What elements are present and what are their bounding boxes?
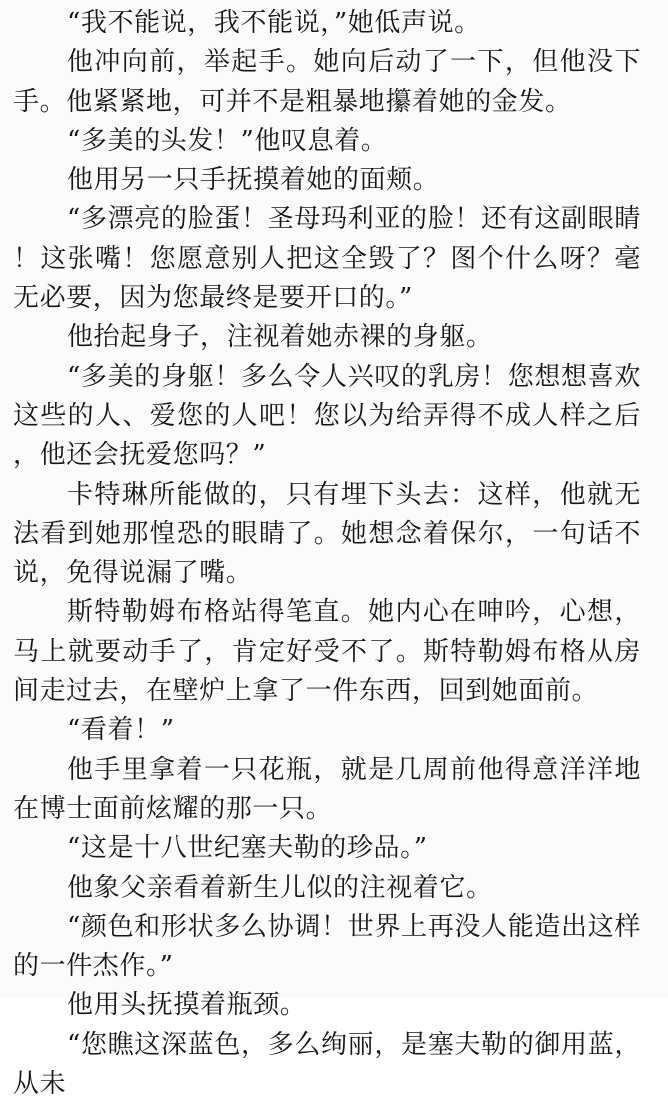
paragraph-5: “多漂亮的脸蛋！圣母玛利亚的脸！还有这副眼睛！这张嘴！您愿意别人把这全毁了？图个什么呀？毫无必要，因为您最终是要开口的。”: [13, 204, 641, 314]
paragraph-14: “颜色和形状多么协调！世界上再没人能造出这样的一件杰作。”: [13, 911, 641, 982]
paragraph-7: “多美的身躯！多么令人兴叹的乳房！您想想喜欢这些的人、爱您的人吧！您以为给弄得不成人样之后，他还会抚爱您吗？”: [13, 361, 641, 471]
paragraph-13: 他象父亲看着新生儿似的注视着它。: [67, 872, 493, 903]
page-text: [13, 4, 641, 1104]
paragraph-3: “多美的头发！”他叹息着。: [67, 125, 388, 156]
paragraph-1: “我不能说，我不能说，”她低声说。: [67, 8, 481, 38]
paragraph-15: 他用头抚摸着瓶颈。: [67, 990, 307, 1021]
paragraph-4: 他用另一只手抚摸着她的面颊。: [67, 165, 440, 196]
paragraph-9: 斯特勒姆布格站得笔直。她内心在呻吟，心想，马上就要动手了，肯定好受不了。斯特勒姆布格从房间走过去，在壁炉上拿了一件东西，回到她面前。: [13, 597, 641, 707]
paragraph-6: 他抬起身子，注视着她赤裸的身躯。: [67, 322, 493, 353]
paragraph-11: 他手里拿着一只花瓶，就是几周前他得意洋洋地在博士面前炫耀的那一只。: [13, 754, 641, 824]
paragraph-12: “这是十八世纪塞夫勒的珍品。”: [67, 833, 428, 864]
paragraph-10: “看着！”: [67, 715, 175, 746]
paragraph-16: “您瞧这深蓝色，多么绚丽，是塞夫勒的御用蓝，从未: [13, 1029, 641, 1100]
paragraph-8: 卡特琳所能做的，只有埋下头去：这样，他就无法看到她那惶恐的眼睛了。她想念着保尔，一句话不说，免得说漏了嘴。: [13, 479, 641, 589]
paragraph-2: 他冲向前，举起手。她向后动了一下，但他没下手。他紧紧地，可并不是粗暴地攥着她的金发。: [13, 47, 641, 117]
